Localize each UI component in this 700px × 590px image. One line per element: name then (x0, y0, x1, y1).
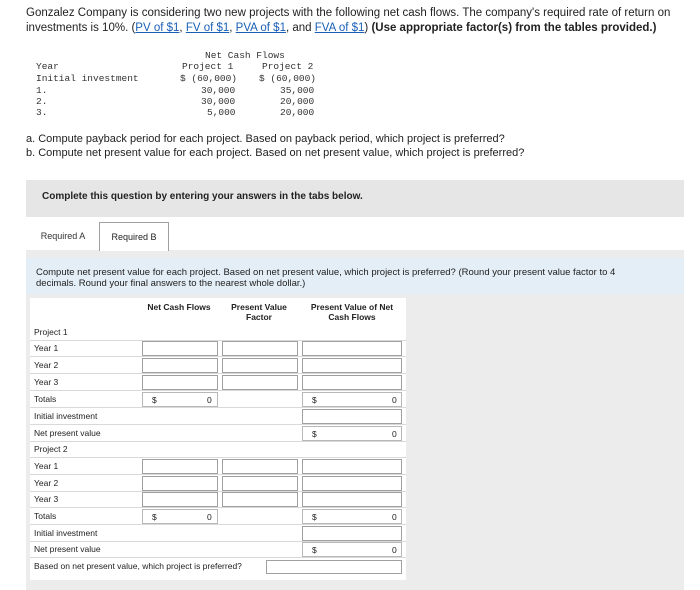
problem-statement: Gonzalez Company is considering two new projects with the following net cash flows. The company's required rate of return on investments is 10%. (PV of $1, FV of $1, PVA of $1, and FVA of $1) (Use appropriate factor(s) from the tables provided.) (26, 7, 671, 34)
row-label-year1: Year 1 (34, 343, 59, 353)
currency-symbol: $ (152, 395, 157, 405)
header-net-cash-flows: Net Cash Flows (147, 302, 211, 312)
p1-year2-pv-input[interactable] (302, 358, 402, 373)
cashflow-row-p2: $ (60,000) (259, 73, 317, 84)
row-divider (30, 557, 406, 558)
question-b: b. Compute net present value for each project. Based on net present value, which project is preferred? (26, 147, 525, 159)
cashflow-row-label: 1. (36, 85, 48, 96)
cashflow-row-p1: $ (60,000) (180, 73, 238, 84)
p2-initial-investment-input[interactable] (302, 526, 402, 541)
row-label-p2-year3: Year 3 (34, 494, 59, 504)
row-divider (30, 524, 406, 525)
p1-cash-flow-total-value: 0 (207, 395, 212, 405)
currency-symbol: $ (312, 429, 317, 439)
p1-pv-total (302, 392, 402, 407)
cashflow-col-project1: Project 1 (182, 61, 234, 72)
pv-of-1-link[interactable]: PV of $1 (135, 22, 180, 34)
header-present-value-factor: Present Value Factor (231, 302, 287, 322)
cashflow-row-p1: 30,000 (201, 85, 236, 96)
row-divider (30, 424, 406, 425)
currency-symbol: $ (312, 395, 317, 405)
row-divider (30, 457, 406, 458)
p1-year1-pv-input[interactable] (302, 341, 402, 356)
cashflow-row-label: Initial investment (36, 73, 139, 84)
p2-year1-pv-factor-input[interactable] (222, 459, 298, 474)
banner-text: Complete this question by entering your answers in the tabs below. (42, 191, 363, 202)
cashflow-row-label: 3. (36, 107, 48, 118)
p2-year2-pv-input[interactable] (302, 476, 402, 491)
row-label-project1: Project 1 (34, 327, 68, 337)
row-label-project2: Project 2 (34, 444, 68, 454)
row-label-preferred-question: Based on net present value, which project is preferred? (34, 561, 242, 571)
row-label-p2-year2: Year 2 (34, 478, 59, 488)
row-divider (30, 356, 406, 357)
row-label-initial-investment: Initial investment (34, 411, 98, 421)
currency-symbol: $ (312, 512, 317, 522)
table-instruction: (Use appropriate factor(s) from the tables provided.) (371, 22, 657, 34)
row-divider (30, 441, 406, 442)
p2-pv-total-value: 0 (392, 512, 397, 522)
row-divider (30, 507, 406, 508)
p2-year3-pv-input[interactable] (302, 492, 402, 507)
p1-npv-cell (302, 426, 402, 441)
p1-npv-value: 0 (392, 429, 397, 439)
pva-of-1-link[interactable]: PVA of $1 (235, 22, 286, 34)
row-label-year2: Year 2 (34, 360, 59, 370)
p1-year2-cash-flow-input[interactable] (142, 358, 218, 373)
tab-required-b[interactable]: Required B (99, 222, 169, 251)
p2-year1-cash-flow-input[interactable] (142, 459, 218, 474)
cashflow-row-p2: 20,000 (280, 107, 315, 118)
required-b-instructions-text: Compute net present value for each project. Based on net present value, which project is preferred? (Round your present value factor to 4 decimals. Round your final answers to the nearest whole dollar.) (36, 267, 616, 289)
p2-npv-cell (302, 542, 402, 557)
cashflow-row-p1: 30,000 (201, 96, 236, 107)
instructions-banner (26, 180, 684, 217)
row-label-npv: Net present value (34, 428, 101, 438)
p1-year3-pv-factor-input[interactable] (222, 375, 298, 390)
cashflow-row-label: 2. (36, 96, 48, 107)
row-divider (30, 474, 406, 475)
p1-year3-pv-input[interactable] (302, 375, 402, 390)
row-label-totals: Totals (34, 394, 57, 404)
row-label-p2-year1: Year 1 (34, 461, 59, 471)
p1-year3-cash-flow-input[interactable] (142, 375, 218, 390)
p2-year1-pv-input[interactable] (302, 459, 402, 474)
p2-year3-pv-factor-input[interactable] (222, 492, 298, 507)
required-b-instructions (26, 258, 684, 294)
p1-year1-cash-flow-input[interactable] (142, 341, 218, 356)
p1-initial-investment-input[interactable] (302, 409, 402, 424)
row-divider (30, 390, 406, 391)
question-list (26, 132, 524, 160)
row-divider (30, 373, 406, 374)
cashflow-col-year: Year (36, 61, 59, 72)
header-pv-net-cash-flows: Present Value of Net Cash Flows (310, 302, 394, 322)
fva-of-1-link[interactable]: FVA of $1 (314, 22, 365, 34)
p2-pv-total (302, 509, 402, 524)
p1-year2-pv-factor-input[interactable] (222, 358, 298, 373)
p1-year1-pv-factor-input[interactable] (222, 341, 298, 356)
p2-year2-cash-flow-input[interactable] (142, 476, 218, 491)
cashflow-row-p2: 35,000 (280, 85, 315, 96)
row-label-p2-initial-investment: Initial investment (34, 528, 98, 538)
row-divider (30, 407, 406, 408)
currency-symbol: $ (312, 545, 317, 555)
p2-cash-flow-total-value: 0 (207, 512, 212, 522)
row-label-p2-npv: Net present value (34, 544, 101, 554)
fv-of-1-link[interactable]: FV of $1 (185, 22, 230, 34)
currency-symbol: $ (152, 512, 157, 522)
cashflow-row-p1: 5,000 (207, 107, 236, 118)
cashflow-row-p2: 20,000 (280, 96, 315, 107)
cashflow-heading: Net Cash Flows (205, 50, 285, 61)
preferred-project-select[interactable] (266, 560, 402, 574)
row-label-year3: Year 3 (34, 377, 59, 387)
tab-required-a[interactable]: Required A (30, 222, 96, 250)
p1-pv-total-value: 0 (392, 395, 397, 405)
cashflow-col-project2: Project 2 (262, 61, 314, 72)
p2-year2-pv-factor-input[interactable] (222, 476, 298, 491)
row-label-p2-totals: Totals (34, 511, 57, 521)
question-a: a. Compute payback period for each project. Based on payback period, which project is preferred? (26, 133, 505, 145)
p2-npv-value: 0 (392, 545, 397, 555)
p2-year3-cash-flow-input[interactable] (142, 492, 218, 507)
